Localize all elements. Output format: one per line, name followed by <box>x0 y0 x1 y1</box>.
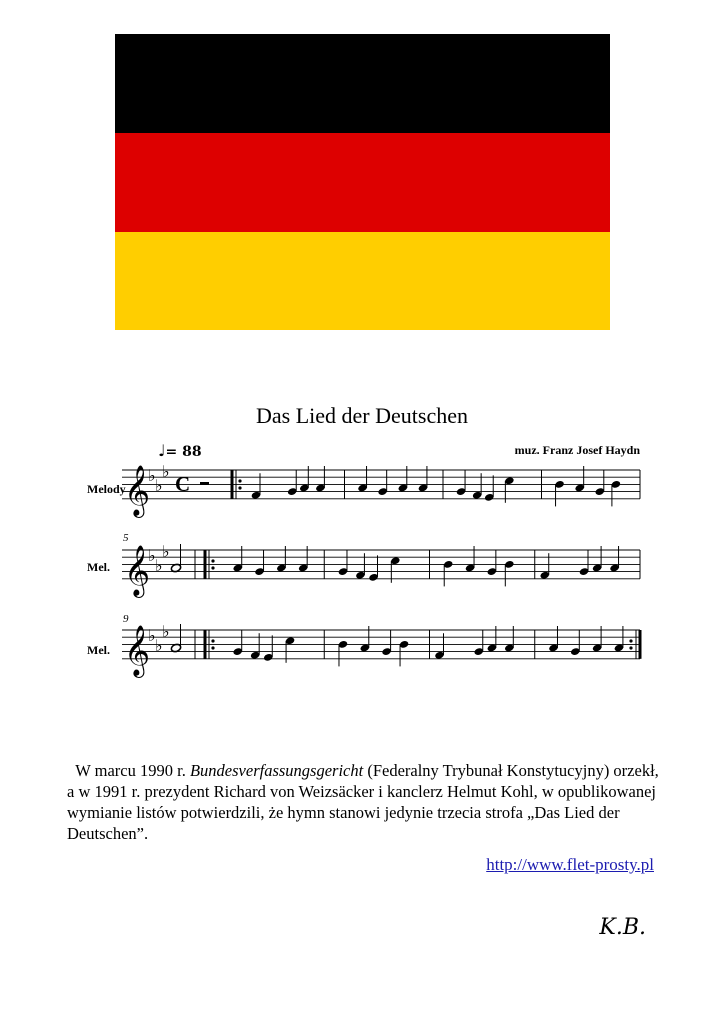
flat-icon: ♭ <box>148 546 156 565</box>
time-signature: C <box>175 472 191 496</box>
flat-icon: ♭ <box>148 466 156 485</box>
repeat-dot <box>629 639 632 642</box>
half-rest <box>200 482 209 485</box>
composer-credit: muz. Franz Josef Haydn <box>514 443 640 457</box>
repeat-dot <box>211 559 214 562</box>
treble-clef-icon: 𝄞 <box>124 544 151 596</box>
flat-icon: ♭ <box>155 556 163 575</box>
treble-clef-icon: 𝄞 <box>124 464 151 516</box>
treble-clef-icon: 𝄞 <box>124 624 151 676</box>
signature: K.B. <box>599 915 646 940</box>
staff-label-2: Mel. <box>87 560 110 574</box>
flat-icon: ♭ <box>155 476 163 495</box>
flat-icon: ♭ <box>162 462 170 481</box>
measure-number-9: 9 <box>123 613 129 625</box>
website-link[interactable]: http://www.flet-prosty.pl <box>486 855 654 874</box>
repeat-dot <box>238 479 241 482</box>
quarter-note-icon: ♩ <box>158 441 166 460</box>
tempo-marking: ♩= 88 <box>158 441 202 460</box>
staff-label-1: Melody <box>87 482 126 496</box>
staff-systems <box>122 462 640 678</box>
measure-number-5: 5 <box>123 532 129 544</box>
body-paragraph: W marcu 1990 r. Bundesverfassungsgericht (Federalny Trybunał Konstytucyjny) orzekł, a w 1991 r. prezydent Richard von Weizsäcker i kanclerz Helmut Kohl, w opublikowanej wymianie listów potwierdzili, że hymn stanowi jedynie trzecia strofa „Das Lied der Deutschen”. <box>67 761 659 843</box>
repeat-dot <box>211 566 214 569</box>
flat-icon: ♭ <box>155 636 163 655</box>
flat-icon: ♭ <box>162 622 170 641</box>
score-title: Das Lied der Deutschen <box>256 403 468 428</box>
repeat-dot <box>238 486 241 489</box>
repeat-dot <box>211 646 214 649</box>
flat-icon: ♭ <box>162 542 170 561</box>
flat-icon: ♭ <box>148 626 156 645</box>
repeat-dot <box>629 646 632 649</box>
staff-label-3: Mel. <box>87 643 110 657</box>
repeat-dot <box>211 639 214 642</box>
